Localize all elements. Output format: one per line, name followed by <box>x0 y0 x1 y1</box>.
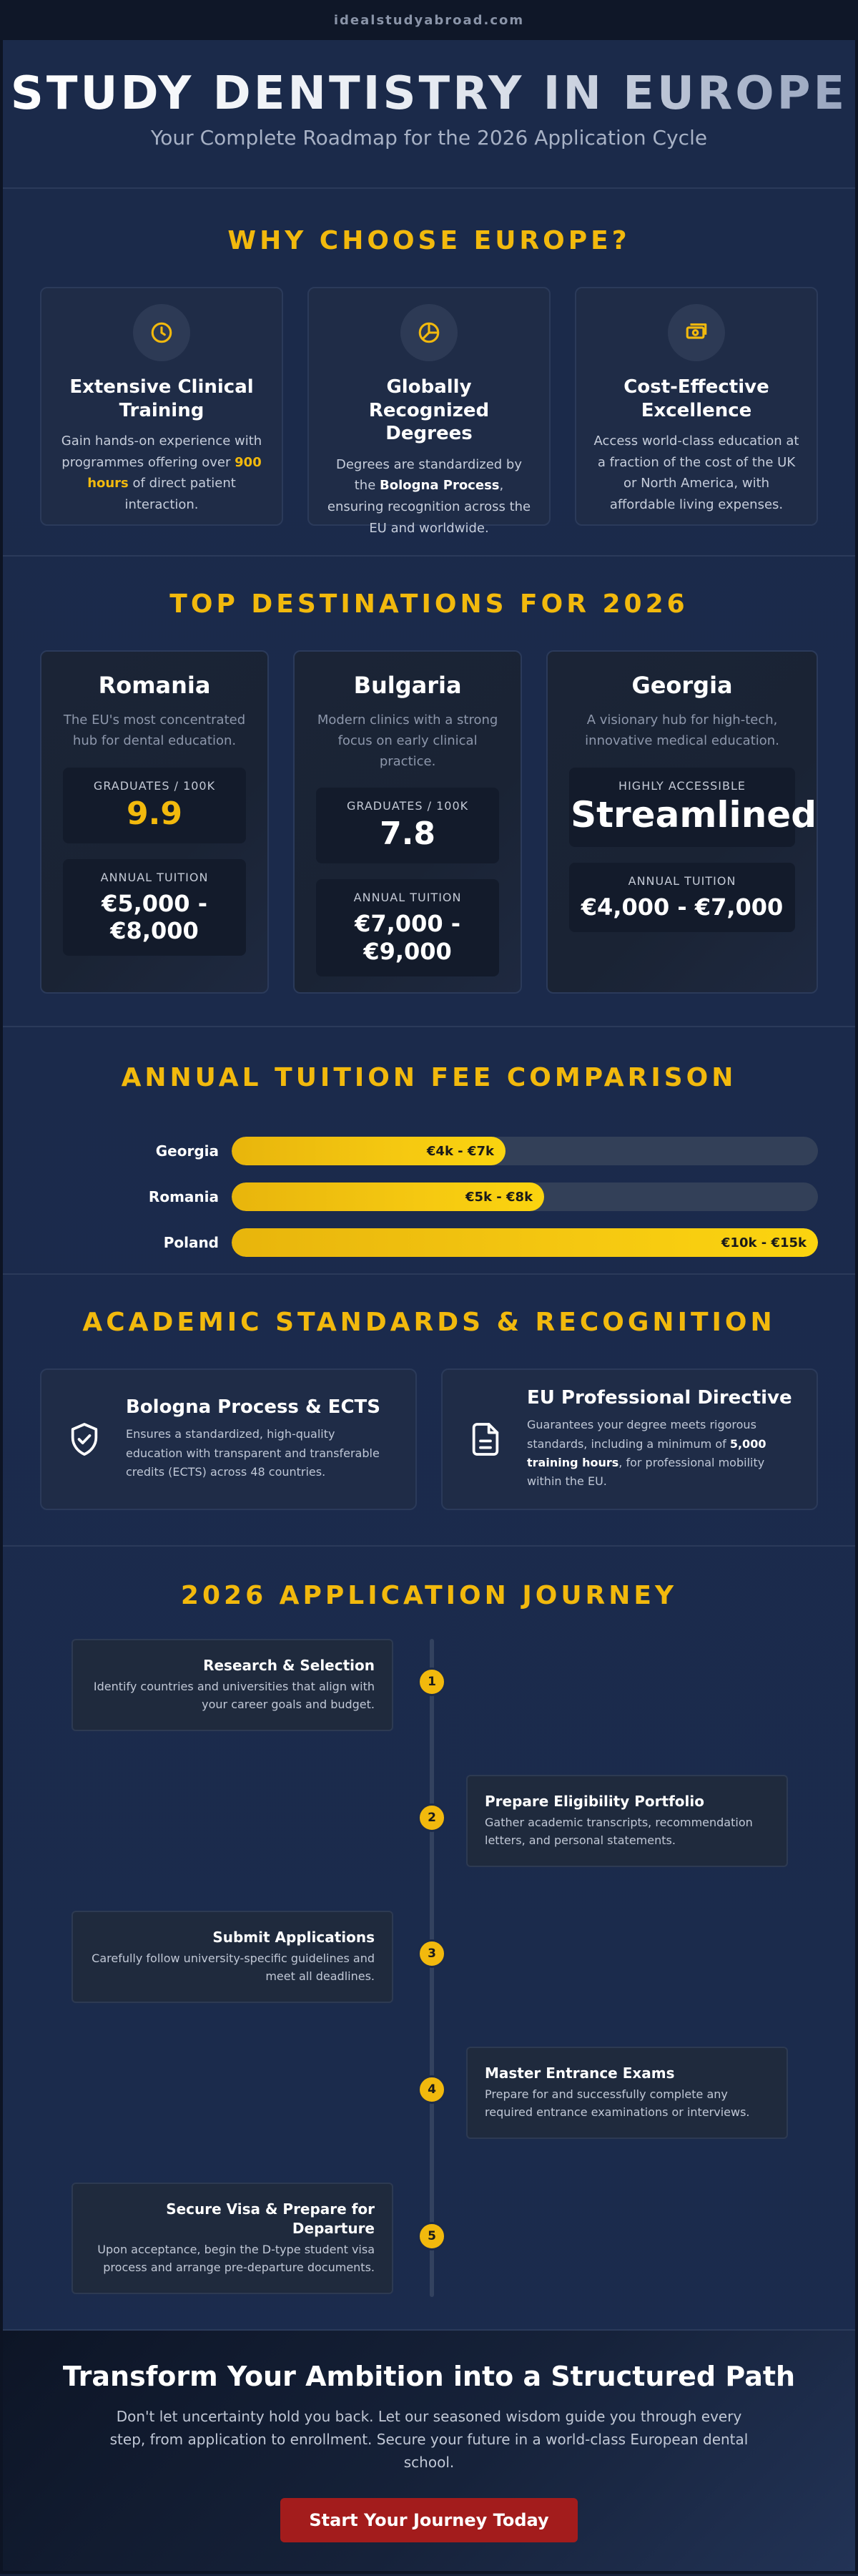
hero-section <box>3 40 855 189</box>
tuition-bars <box>3 1128 818 1265</box>
timeline-step <box>72 2183 393 2294</box>
destination-name: Bulgaria <box>353 672 462 699</box>
shield-check-icon <box>63 1419 106 1459</box>
tuition-comparison-title: ANNUAL TUITION FEE COMPARISON <box>121 1063 737 1092</box>
why-card-text-part: , ensuring recognition across the EU and worldwide. <box>327 478 531 536</box>
why-section <box>3 189 855 557</box>
timeline-line <box>430 1639 434 2297</box>
site-domain[interactable]: idealstudyabroad.com <box>0 0 858 40</box>
why-card-title: Extensive Clinical Training <box>69 376 254 421</box>
academic-section <box>3 1275 855 1547</box>
timeline-step <box>466 1775 788 1867</box>
bar-country-label: Georgia <box>155 1142 219 1160</box>
tuition-stat <box>569 863 795 932</box>
why-card-text-part: Gain hands-on experience with programmes offering over <box>61 434 262 470</box>
step-number-badge: 5 <box>418 2222 446 2251</box>
destination-description: Modern clinics with a strong focus on early clinical practice. <box>317 712 498 769</box>
clock-icon <box>133 304 190 361</box>
hero-subtitle: Your Complete Roadmap for the 2026 Application Cycle <box>150 126 708 150</box>
step-number-badge: 4 <box>418 2075 446 2104</box>
timeline-step <box>466 2047 788 2139</box>
academic-card-directive <box>441 1368 818 1510</box>
cta-section <box>3 2331 855 2571</box>
tuition-comparison-section <box>3 1027 855 1275</box>
academic-cards <box>40 1368 818 1510</box>
academic-card-bologna <box>40 1368 417 1510</box>
why-card-highlight: 900 hours <box>87 454 262 491</box>
cta-title: Transform Your Ambition into a Structured Path <box>62 2361 796 2392</box>
content-frame <box>0 40 858 2574</box>
tuition-label: ANNUAL TUITION <box>628 873 736 888</box>
accessibility-stat <box>569 768 817 847</box>
hero-title <box>3 69 855 119</box>
hero-title-accent: EUROPE <box>623 67 848 120</box>
start-journey-button[interactable]: Start Your Journey Today <box>280 2498 577 2542</box>
destination-card-bulgaria <box>293 650 522 994</box>
why-card-text: Access world-class education at a fraction of the cost of the UK or North America, with affordable living expenses. <box>593 434 799 513</box>
why-card-title: Globally Recognized Degrees <box>368 376 490 444</box>
academic-card-text-part: Guarantees your degree meets rigorous standards, including a minimum of <box>527 1418 756 1451</box>
bar-country-label: Poland <box>163 1234 219 1251</box>
timeline-step <box>72 1639 393 1731</box>
step-title: Prepare Eligibility Portfolio <box>485 1793 704 1810</box>
why-card-title: Cost-Effective Excellence <box>623 376 769 421</box>
tuition-stat <box>316 879 499 976</box>
bar-fill: €4k - €7k <box>232 1137 506 1165</box>
step-text: Carefully follow university-specific guidelines and meet all deadlines. <box>92 1951 375 1983</box>
stat-label: HIGHLY ACCESSIBLE <box>618 778 746 793</box>
step-title: Secure Visa & Prepare for Departure <box>166 2200 375 2237</box>
stat-value: Streamlined <box>571 793 817 836</box>
tuition-bar-row <box>3 1128 818 1174</box>
academic-card-body <box>126 1396 394 1482</box>
step-text: Gather academic transcripts, recommendation letters, and personal statements. <box>485 1816 753 1847</box>
academic-card-title: Bologna Process & ECTS <box>126 1396 380 1419</box>
bar-fill: €5k - €8k <box>232 1182 544 1211</box>
academic-card-body <box>527 1387 795 1492</box>
cta-text: Don't let uncertainty hold you back. Let our seasoned wisdom guide you through every step, from application to enrollment. Secure your future in a world-class European dental school. <box>109 2408 749 2471</box>
tuition-value: €4,000 - €7,000 <box>581 893 784 921</box>
bar-track <box>232 1137 818 1165</box>
journey-section <box>3 1547 855 2331</box>
step-text: Upon acceptance, begin the D-type student visa process and arrange pre-departure documents. <box>97 2243 375 2274</box>
step-title: Research & Selection <box>203 1657 375 1674</box>
academic-title: ACADEMIC STANDARDS & RECOGNITION <box>82 1308 776 1337</box>
timeline <box>3 1639 855 2297</box>
why-title: WHY CHOOSE EUROPE? <box>227 226 631 255</box>
tuition-label: ANNUAL TUITION <box>353 891 462 905</box>
why-card-degrees <box>307 287 551 536</box>
academic-card-text-part: , for professional mobility within the EU. <box>527 1456 765 1489</box>
destination-name: Georgia <box>631 672 733 699</box>
step-text: Prepare for and successfully complete any required entrance examinations or interviews. <box>485 2087 750 2119</box>
destination-description: The EU's most concentrated hub for dental education. <box>63 712 246 748</box>
destination-name: Romania <box>98 672 211 699</box>
why-card-text <box>59 431 265 516</box>
step-number-badge: 1 <box>418 1667 446 1696</box>
timeline-step <box>72 1911 393 2003</box>
step-number-badge: 3 <box>418 1939 446 1968</box>
hero-title-main: STUDY DENTISTRY IN <box>10 67 623 120</box>
why-cards <box>40 287 818 536</box>
bar-track <box>232 1228 818 1257</box>
graduates-stat <box>316 788 499 863</box>
stat-value: 9.9 <box>127 795 182 832</box>
journey-title: 2026 APPLICATION JOURNEY <box>180 1581 678 1610</box>
why-card-text-part: of direct patient interaction. <box>124 476 236 513</box>
destinations-section <box>3 557 855 1027</box>
bar-fill: €10k - €15k <box>232 1228 818 1257</box>
money-icon <box>668 304 725 361</box>
destinations-title: TOP DESTINATIONS FOR 2026 <box>169 589 689 619</box>
bar-country-label: Romania <box>148 1188 219 1205</box>
academic-card-text: Ensures a standardized, high-quality education with transparent and transferable credits (ECTS) across 48 countries. <box>126 1427 380 1479</box>
step-number-badge: 2 <box>418 1803 446 1832</box>
step-text: Identify countries and universities that align with your career goals and budget. <box>93 1680 375 1711</box>
stat-label: GRADUATES / 100K <box>346 799 469 813</box>
academic-card-text <box>527 1416 795 1492</box>
destination-description: A visionary hub for high-tech, innovative medical education. <box>585 712 779 748</box>
academic-card-highlight: 5,000 training hours <box>527 1436 766 1469</box>
step-title: Submit Applications <box>212 1929 375 1946</box>
destination-card-romania <box>40 650 269 994</box>
tuition-bar-row <box>3 1220 818 1265</box>
why-card-highlight: Bologna Process <box>380 478 500 494</box>
step-title: Master Entrance Exams <box>485 2065 675 2082</box>
graduates-stat <box>63 768 246 843</box>
why-card-clinical <box>40 287 283 526</box>
bar-track <box>232 1182 818 1211</box>
destination-card-georgia <box>546 650 818 994</box>
tuition-label: ANNUAL TUITION <box>100 870 209 884</box>
stat-value: 7.8 <box>380 816 436 853</box>
tuition-value: €5,000 - €8,000 <box>102 889 207 944</box>
document-icon <box>464 1419 507 1459</box>
tuition-bar-row <box>3 1174 818 1220</box>
tuition-value: €7,000 - €9,000 <box>355 910 461 965</box>
why-card-text <box>326 454 532 539</box>
why-card-cost <box>575 287 818 526</box>
pie-chart-icon <box>400 304 458 361</box>
tuition-stat <box>63 859 246 956</box>
academic-card-title: EU Professional Directive <box>527 1387 792 1409</box>
why-card-text-part: Degrees are standardized by the <box>335 456 523 494</box>
stat-label: GRADUATES / 100K <box>93 778 216 793</box>
destination-cards <box>40 650 818 994</box>
